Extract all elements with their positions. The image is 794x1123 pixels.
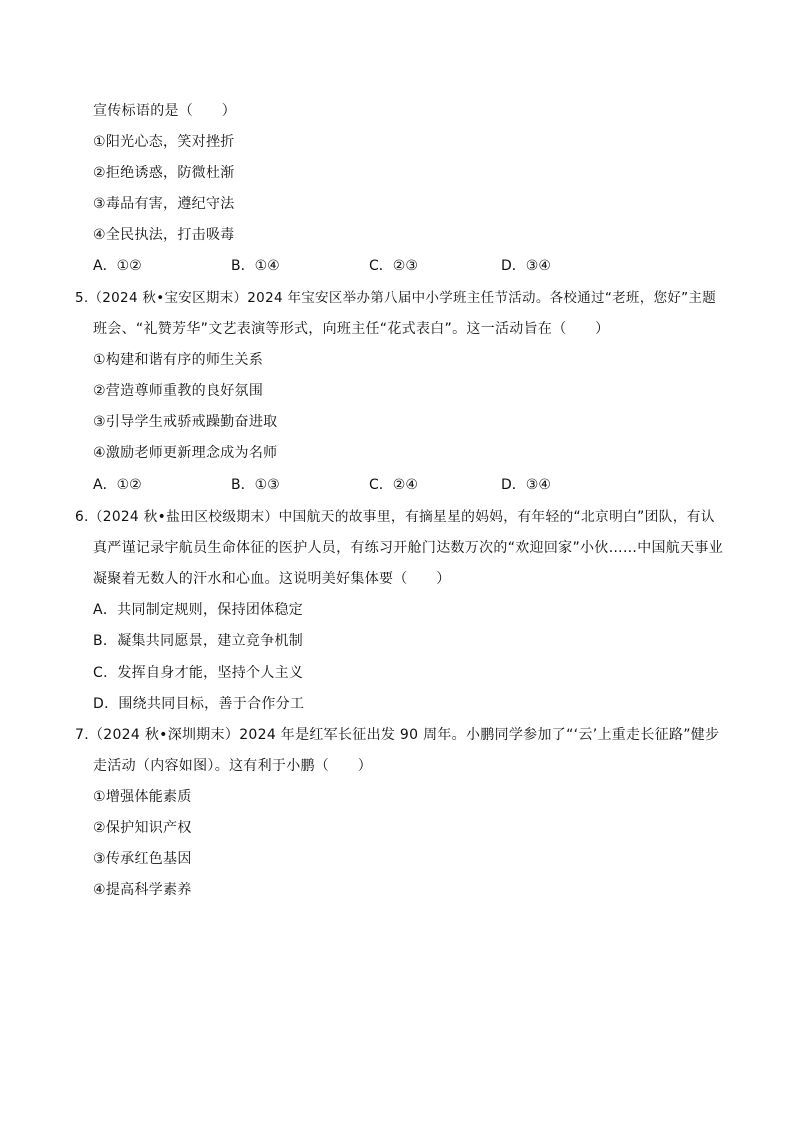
q7-item-1: ①增强体能素质 bbox=[93, 789, 192, 805]
q5-option-a: A．①② bbox=[93, 477, 142, 493]
q4-option-b: B．①④ bbox=[231, 258, 280, 274]
q5-option-b: B．①③ bbox=[231, 477, 280, 493]
q5-stem-line-1: 5.（2024 秋•宝安区期末）2024 年宝安区举办第八届中小学班主任节活动。各校通过“老班，您好”主题 bbox=[75, 290, 717, 306]
q5-stem-line-2: 班会、“礼赞芳华”文艺表演等形式，向班主任“花式表白”。这一活动旨在（ ） bbox=[93, 321, 610, 337]
q5-item-2: ②营造尊师重教的良好氛围 bbox=[93, 383, 264, 399]
q7-stem-line-2: 走活动（内容如图）。这有利于小鹏（ ） bbox=[93, 758, 372, 774]
q7-stem-line-1: 7.（2024 秋•深圳期末）2024 年是红军长征出发 90 周年。小鹏同学参加了“‘云’上重走长征路”健步 bbox=[75, 727, 720, 743]
q5-option-c: C．②④ bbox=[369, 477, 418, 493]
q5-option-d: D．③④ bbox=[501, 477, 551, 493]
q4-option-d: D．③④ bbox=[501, 258, 551, 274]
q4-option-a: A．①② bbox=[93, 258, 142, 274]
q4-option-c: C．②③ bbox=[369, 258, 418, 274]
q5-item-3: ③引导学生戒骄戒躁勤奋进取 bbox=[93, 414, 278, 430]
q6-stem-line-2: 真严谨记录宇航员生命体征的医护人员，有练习开舱门达数万次的“欢迎回家”小伙……中国航天事业 bbox=[93, 540, 724, 556]
q6-option-c: C．发挥自身才能，坚持个人主义 bbox=[93, 665, 304, 681]
q6-stem-line-3: 凝聚着无数人的汗水和心血。这说明美好集体要（ ） bbox=[93, 571, 451, 587]
q4-item-3: ③毒品有害，遵纪守法 bbox=[93, 196, 235, 212]
q4-item-1: ①阳光心态，笑对挫折 bbox=[93, 134, 235, 150]
q4-item-2: ②拒绝诱惑，防微杜渐 bbox=[93, 165, 235, 181]
q7-item-2: ②保护知识产权 bbox=[93, 820, 192, 836]
q5-item-4: ④激励老师更新理念成为名师 bbox=[93, 445, 278, 461]
q6-option-a: A．共同制定规则，保持团体稳定 bbox=[93, 602, 304, 618]
q7-item-3: ③传承红色基因 bbox=[93, 851, 192, 867]
q5-item-1: ①构建和谐有序的师生关系 bbox=[93, 352, 264, 368]
q6-stem-line-1: 6.（2024 秋•盐田区校级期末）中国航天的故事里，有摘星星的妈妈，有年轻的“北京明白”团队，有认 bbox=[75, 509, 715, 525]
q7-item-4: ④提高科学素养 bbox=[93, 882, 192, 898]
q4-stem-end: 宣传标语的是（ ） bbox=[93, 103, 236, 119]
q6-option-d: D．围绕共同目标，善于合作分工 bbox=[93, 696, 305, 712]
q6-option-b: B．凝集共同愿景，建立竞争机制 bbox=[93, 633, 304, 649]
q4-item-4: ④全民执法，打击吸毒 bbox=[93, 227, 235, 243]
